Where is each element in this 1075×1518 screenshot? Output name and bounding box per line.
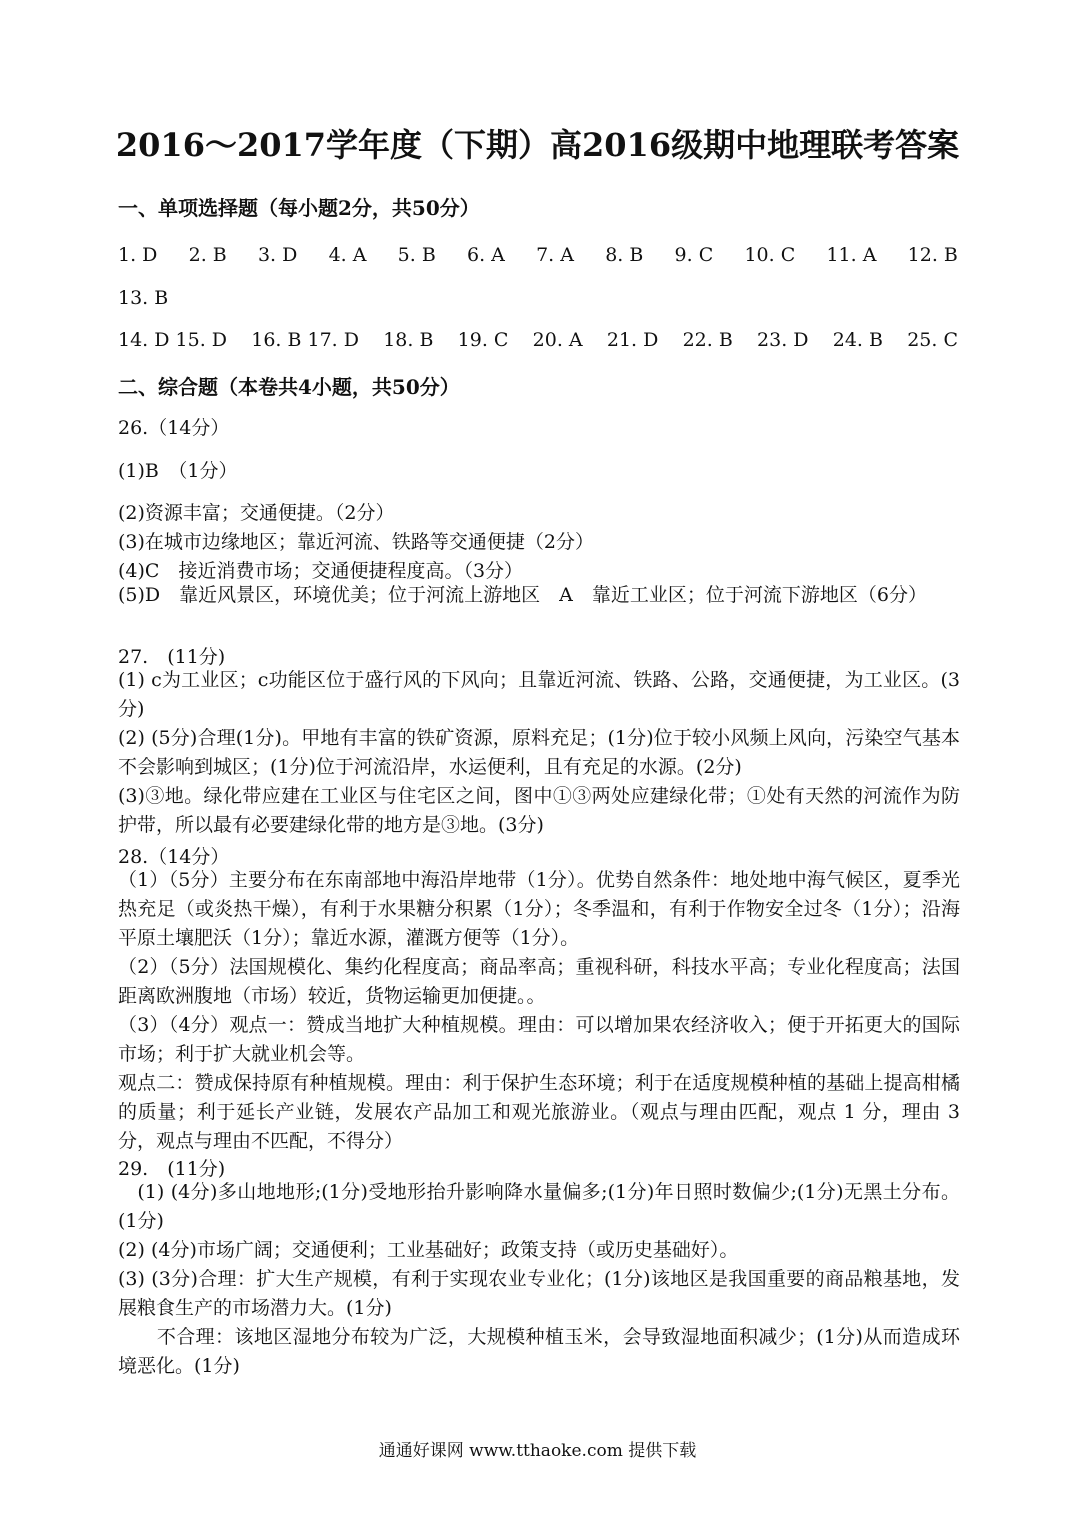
question-29-answer-1: (1) (4分)多山地地形;(1分)受地形抬升影响降水量偏多;(1分)年日照时数偏少;(1分)无黑土分布。(1分) [118, 1181, 960, 1232]
answer-item: 3. D [257, 244, 298, 266]
answer-item: 11. A [826, 244, 877, 266]
question-26-header: 26.（14分） [118, 417, 230, 439]
answer-item: 1. D [118, 244, 158, 266]
question-29-answer-3: (3) (3分)合理：扩大生产规模，有利于实现农业专业化；(1分)该地区是我国重要的商品粮基地，发展粮食生产的市场潜力大。(1分) [118, 1268, 960, 1319]
answer-item: 25. C [907, 329, 958, 351]
answer-item: 20. A [532, 329, 583, 351]
question-27-answer-2: (2) (5分)合理(1分)。甲地有丰富的铁矿资源，原料充足；(1分)位于较小风频上风向，污染空气基本不会影响到城区；(1分)位于河流沿岸，水运便利，且有充足的水源。(2分) [118, 727, 960, 778]
answer-item: 14. D 15. D [118, 329, 228, 351]
page-title: 2016～2017学年度（下期）高2016级期中地理联考答案 [115, 126, 960, 164]
question-28-header: 28.（14分） [118, 846, 230, 868]
answer-item: 8. B [605, 244, 644, 266]
answer-item: 22. B [682, 329, 733, 351]
answer-item: 12. B [907, 244, 958, 266]
question-29-answer-4: 不合理：该地区湿地分布较为广泛，大规模种植玉米，会导致湿地面积减少；(1分)从而造成环境恶化。(1分) [118, 1326, 960, 1377]
question-26-answer-1: (1)B （1分） [118, 460, 238, 482]
answer-item: 19. C [457, 329, 509, 351]
question-29-header: 29. (11分) [118, 1158, 226, 1180]
section-heading-multiple-choice: 一、单项选择题（每小题2分，共50分） [118, 196, 480, 220]
answer-item: 23. D [757, 329, 809, 351]
answer-item: 13. B [118, 287, 169, 309]
question-26-answer-3: (3)在城市边缘地区；靠近河流、铁路等交通便捷（2分） [118, 531, 595, 553]
question-29-answer-2: (2) (4分)市场广阔；交通便利；工业基础好；政策支持（或历史基础好）。 [118, 1239, 739, 1261]
answer-item: 10. C [744, 244, 796, 266]
answer-item: 24. B [832, 329, 883, 351]
answer-item: 18. B [383, 329, 434, 351]
question-27-answer-3: (3)③地。绿化带应建在工业区与住宅区之间，图中①③两处应建绿化带；①处有天然的河流作为防护带，所以最有必要建绿化带的地方是③地。(3分) [118, 785, 960, 836]
question-26-answer-4: (4)C 接近消费市场；交通便捷程度高。（3分） [118, 560, 524, 582]
question-28-answer-2: （2）（5分）法国规模化、集约化程度高；商品率高；重视科研，科技水平高；专业化程度高；法国距离欧洲腹地（市场）较近，货物运输更加便捷。。 [118, 956, 960, 1007]
answer-item: 6. A [467, 244, 505, 266]
question-26-answer-2: (2)资源丰富；交通便捷。（2分） [118, 502, 395, 524]
answer-row-2 [118, 287, 960, 309]
answer-item: 21. D [606, 329, 659, 351]
question-27-header: 27. (11分) [118, 646, 226, 668]
question-28-answer-1: （1）（5分）主要分布在东南部地中海沿岸地带（1分）。优势自然条件：地处地中海气候区，夏季光热充足（或炎热干燥），有利于水果糖分积累（1分）；冬季温和，有利于作物安全过冬（1分）；沿海平原土壤肥沃（1分）；靠近水源，灌溉方便等（1分）。 [118, 869, 960, 949]
answer-row-1 [118, 244, 958, 266]
section-heading-comprehensive: 二、综合题（本卷共4小题，共50分） [118, 375, 460, 399]
answer-item: 7. A [536, 244, 574, 266]
answer-row-3 [118, 329, 958, 351]
question-27-answer-1: (1) c为工业区；c功能区位于盛行风的下风向；且靠近河流、铁路、公路，交通便捷，为工业区。(3分) [118, 669, 960, 720]
answer-item: 2. B [188, 244, 227, 266]
question-28-answer-3: （3）（4分）观点一：赞成当地扩大种植规模。理由：可以增加果农经济收入；便于开拓更大的国际市场；利于扩大就业机会等。 [118, 1014, 960, 1065]
answer-item: 5. B [397, 244, 436, 266]
question-26-answer-5: (5)D 靠近风景区，环境优美；位于河流上游地区 A 靠近工业区；位于河流下游地区（6分） [118, 584, 927, 606]
answer-item: 16. B 17. D [251, 329, 359, 351]
answer-item: 9. C [674, 244, 714, 266]
answer-item: 4. A [328, 244, 367, 266]
question-28-answer-4: 观点二：赞成保持原有种植规模。理由：利于保护生态环境；利于在适度规模种植的基础上提高柑橘的质量；利于延长产业链，发展农产品加工和观光旅游业。（观点与理由匹配，观点 1 分，理由 3 分，观点与理由不匹配，不得分） [118, 1072, 960, 1152]
page-footer: 通通好课网 www.tthaoke.com 提供下载 [378, 1441, 697, 1461]
